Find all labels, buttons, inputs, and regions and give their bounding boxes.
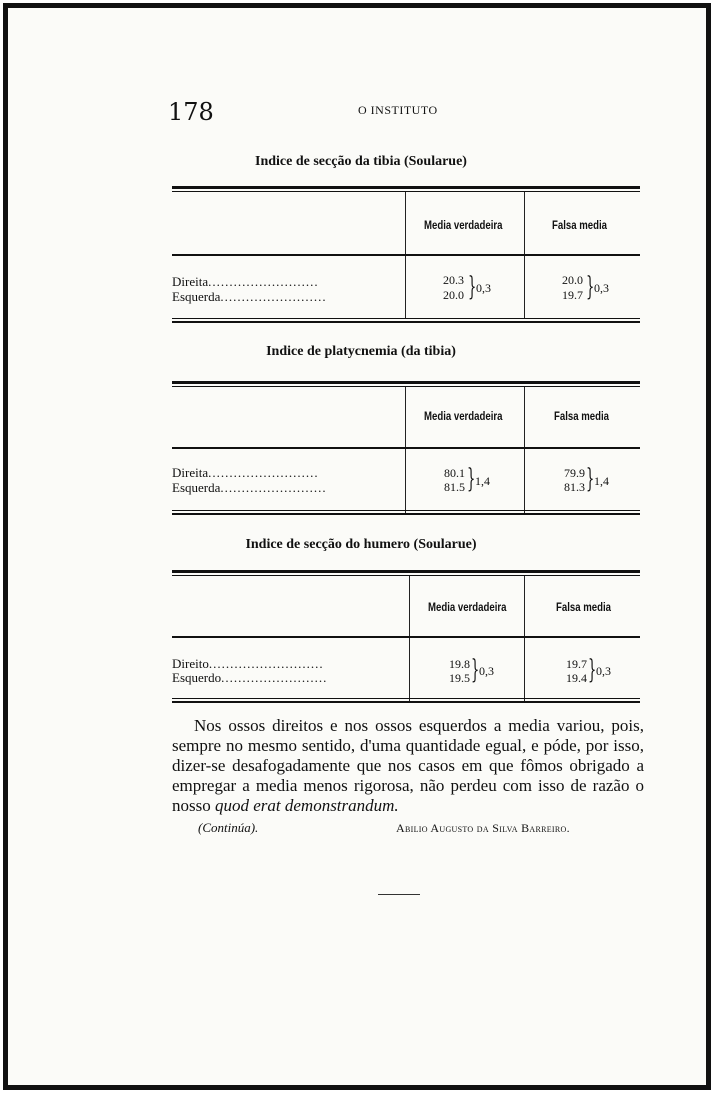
table-2-row-label: Direita.......................... [172,465,319,480]
table-1-caption: Indice de secção da tibia (Soularue) [255,154,467,169]
table-1-row-label: Esquerda......................... [172,289,327,304]
table-1-value: 20.0 [562,273,583,287]
table-3-value: 19.8 [449,657,470,671]
table-3-value: 19.7 [566,657,587,671]
table-3-col-media: Media verdadeira [428,600,507,614]
table-1: Media verdadeira Falsa media Direita.......................... Esquerda......................... 20.3 20.0 } 0,3 20.0 19.7 } 0,3 [172,186,640,322]
table-2-row-label: Esquerda......................... [172,480,327,495]
table-1-diff: 0,3 [594,281,609,295]
running-title: O INSTITUTO [358,103,438,117]
body-paragraph: Nos ossos direitos e nos ossos esquerdos a media variou, pois, sempre no mesmo sentido, d'uma quantidade egual, e póde, por isso, dizer-se desafogadamente que nos casos em que fômos obrigado a empregar a media menos rigorosa, não perdeu com isso de razão o nosso quod erat demonstrandum. [172,716,644,815]
table-1-row-label: Direita.......................... [172,274,319,289]
table-1-value: 19.7 [562,288,583,302]
table-2-caption: Indice de platycnemia (da tibia) [266,344,456,359]
table-1-col-falsa: Falsa media [552,218,607,232]
table-3-col-falsa: Falsa media [556,600,611,614]
page-number: 178 [168,98,214,126]
table-2-diff: 1,4 [475,474,490,488]
table-1-value: 20.0 [443,288,464,302]
table-2-value: 80.1 [444,466,465,480]
table-2-value: 79.9 [564,466,585,480]
table-2-value: 81.5 [444,480,465,494]
table-1-diff: 0,3 [476,281,491,295]
table-3: Media verdadeira Falsa media Direito........................... Esquerdo......................... 19.8 19.5 } 0,3 19.7 19.4 } 0,3 [172,570,640,706]
table-2-value: 81.3 [564,480,585,494]
continua-note: (Continúa). [198,820,259,835]
latin-phrase: quod erat demonstrandum. [214,796,399,815]
table-3-diff: 0,3 [479,664,494,678]
table-1-col-media: Media verdadeira [424,218,503,232]
table-3-diff: 0,3 [596,664,611,678]
author-signature: Abilio Augusto da Silva Barreiro. [396,821,570,835]
table-2: Media verdadeira Falsa media Direita.......................... Esquerda......................... 80.1 81.5 } 1,4 79.9 81.3 } 1,4 [172,381,640,517]
table-3-value: 19.4 [566,671,587,685]
table-3-caption: Indice de secção do humero (Soularue) [245,537,477,552]
end-rule [378,894,420,895]
table-2-col-media: Media verdadeira [424,409,503,423]
table-3-value: 19.5 [449,671,470,685]
table-1-value: 20.3 [443,273,464,287]
table-3-row-label: Esquerdo......................... [172,670,328,685]
table-2-diff: 1,4 [594,474,609,488]
table-2-col-falsa: Falsa media [554,409,609,423]
table-3-row-label: Direito........................... [172,656,324,671]
